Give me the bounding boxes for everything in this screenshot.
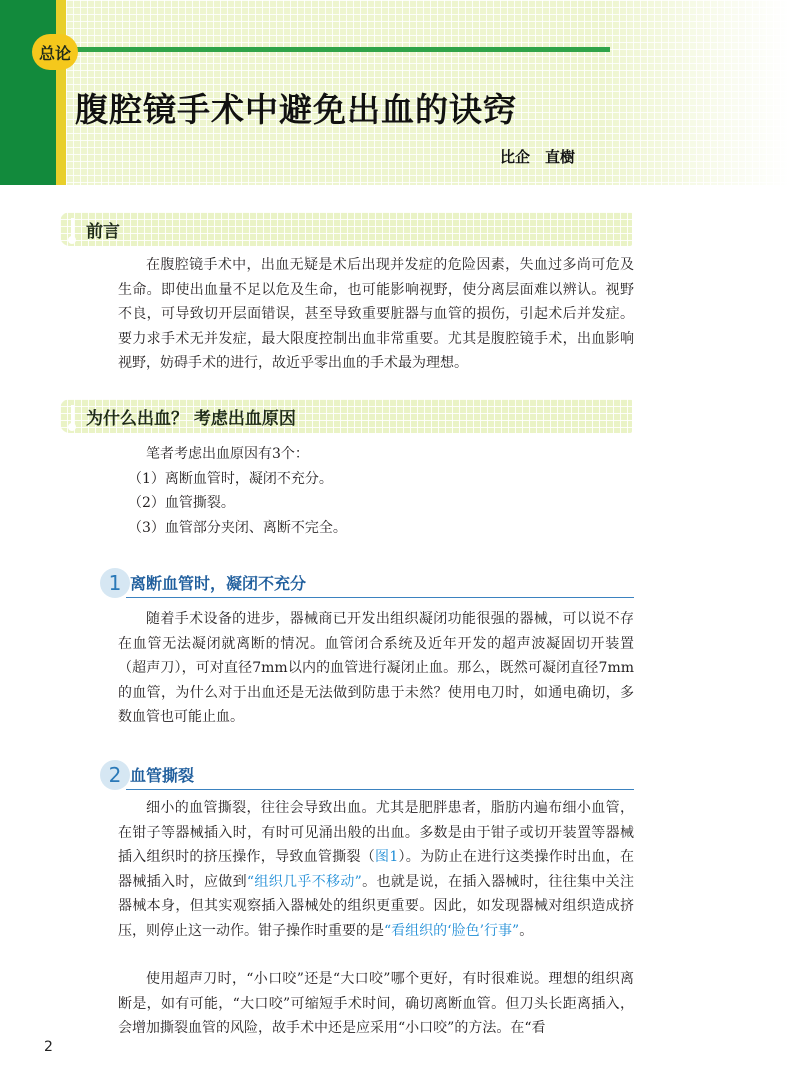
page-number: 2: [44, 1039, 53, 1055]
subsection-heading-2: [100, 758, 634, 792]
subsection-number: 2: [100, 760, 130, 790]
highlight-text: “组织几乎不移动”: [246, 873, 362, 890]
list-item: （3）血管部分夹闭、离断不完全。: [128, 519, 347, 536]
section-heading-preface: [60, 212, 632, 246]
causes-list: [118, 442, 634, 540]
subsection-title: 离断血管时，凝闭不充分: [130, 574, 307, 593]
section-heading-causes: [60, 399, 632, 433]
subsection-1-paragraph: 随着手术设备的进步，器械商已开发出组织凝闭功能很强的器械，可以说不存在血管无法凝闭就离断的情况。血管闭合系统及近年开发的超声波凝固切开装置（超声刀），可对直径7mm以内的血管进行凝闭止血。那么，既然可凝闭直径7mm的血管，为什么对于出血还是无法做到防患于未然？使用电刀时，如通电确切，多数血管也可能止血。: [118, 611, 634, 725]
subsection-title: 血管撕裂: [130, 766, 195, 785]
category-badge: 总论: [32, 34, 78, 70]
header-rule: [72, 47, 610, 52]
causes-intro: 笔者考虑出血原因有3个：: [146, 446, 309, 462]
subsection-2-paragraph-1: 细小的血管撕裂，往往会导致出血。尤其是肥胖患者，脂肪内遍布细小血管，在钳子等器械插入时，有时可见涌出般的出血。多数是由于钳子或切开装置等器械插入组织时的挤压操作，导致血管撕裂（图1）。为防止在进行这类操作时出血，在器械插入时，应做到“组织几乎不移动”。也就是说，在插入器械时，往往集中关注器械本身，但其实观察插入器械处的组织更重要。因此，如发现器械对组织造成挤压，则停止这一动作。钳子操作时重要的是“看组织的‘脸色’行事”。: [118, 800, 635, 939]
list-item: （1）离断血管时，凝闭不充分。: [128, 470, 333, 487]
subsection-heading-1: [100, 566, 634, 600]
header-green-band: [0, 0, 56, 185]
subsection-2-paragraph-2: 使用超声刀时，“小口咬”还是“大口咬”哪个更好，有时很难说。理想的组织离断是，如有可能，“大口咬”可缩短手术时间，确切离断血管。但刀头长距离插入，会增加撕裂血管的风险，故手术中还是应采用“小口咬”的方法。在“看: [118, 971, 634, 1036]
figure-reference-link[interactable]: 图1: [375, 849, 399, 865]
header-yellow-stripe: [56, 0, 66, 185]
page-header: [0, 0, 800, 185]
preface-paragraph: 在腹腔镜手术中，出血无疑是术后出现并发症的危险因素，失血过多尚可危及生命。即使出血量不足以危及生命，也可能影响视野，使分离层面难以辨认。视野不良，可导致切开层面错误，甚至导致重要脏器与血管的损伤，引起术后并发症。要力求手术无并发症，最大限度控制出血非常重要。尤其是腹腔镜手术，出血影响视野，妨碍手术的进行，故近乎零出血的手术最为理想。: [118, 257, 634, 371]
author-name: 比企 直樹: [500, 148, 576, 166]
section-title: 前言: [86, 222, 120, 242]
subsection-number: 1: [100, 568, 130, 598]
page-title: 腹腔镜手术中避免出血的诀窍: [75, 90, 517, 129]
list-item: （2）血管撕裂。: [128, 495, 235, 511]
section-title: 为什么出血？ 考虑出血原因: [86, 409, 296, 429]
highlight-text: “看组织的‘脸色’行事”: [384, 922, 520, 939]
